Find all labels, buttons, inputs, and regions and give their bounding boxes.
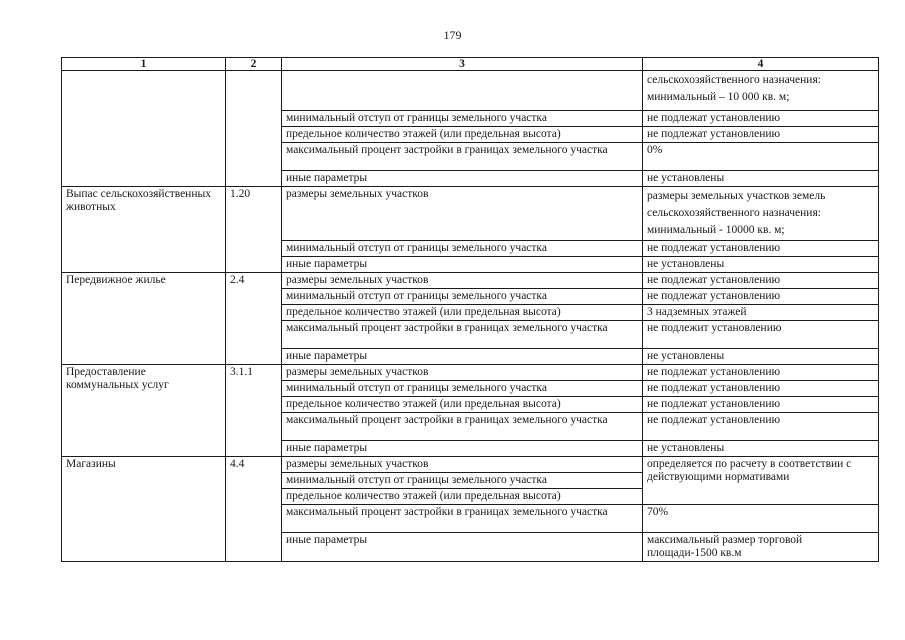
header-col-2: 2 xyxy=(226,58,282,71)
regulations-table xyxy=(61,57,879,562)
parameter-value: не подлежат установлению xyxy=(643,241,879,257)
parameter-name: иные параметры xyxy=(282,441,643,457)
parameter-value: 0% xyxy=(643,143,879,171)
land-use-name: Магазины xyxy=(62,457,226,562)
parameter-name: иные параметры xyxy=(282,349,643,365)
parameter-name: размеры земельных участков xyxy=(282,273,643,289)
table-row xyxy=(62,365,879,381)
header-col-1: 1 xyxy=(62,58,226,71)
land-use-code: 1.20 xyxy=(226,187,282,273)
parameter-name: минимальный отступ от границы земельного участка xyxy=(282,241,643,257)
parameter-value: не подлежит установлению xyxy=(643,321,879,349)
parameter-value: не установлены xyxy=(643,441,879,457)
table-row xyxy=(62,457,879,473)
parameter-name: минимальный отступ от границы земельного участка xyxy=(282,473,643,489)
header-row xyxy=(62,58,879,71)
parameter-value: не подлежат установлению xyxy=(643,273,879,289)
parameter-value: не подлежат установлению xyxy=(643,365,879,381)
table-row xyxy=(62,187,879,241)
parameter-name: размеры земельных участков xyxy=(282,457,643,473)
parameter-name: размеры земельных участков xyxy=(282,187,643,241)
parameter-name: предельное количество этажей (или предельная высота) xyxy=(282,305,643,321)
parameter-value: сельскохозяйственного назначения: минимальный – 10 000 кв. м; xyxy=(643,71,879,111)
parameter-value: максимальный размер торговой площади-1500 кв.м xyxy=(643,533,879,562)
land-use-name: Предоставление коммунальных услуг xyxy=(62,365,226,457)
parameter-value: не установлены xyxy=(643,257,879,273)
header-col-4: 4 xyxy=(643,58,879,71)
header-col-3: 3 xyxy=(282,58,643,71)
table-row xyxy=(62,273,879,289)
land-use-name: Выпас сельскохозяйственных животных xyxy=(62,187,226,273)
parameter-value: не подлежат установлению xyxy=(643,289,879,305)
parameter-name: минимальный отступ от границы земельного участка xyxy=(282,111,643,127)
land-use-code: 2.4 xyxy=(226,273,282,365)
parameter-value: определяется по расчету в соответствии с действующими нормативами xyxy=(643,457,879,505)
parameter-value: не подлежат установлению xyxy=(643,397,879,413)
parameter-name: предельное количество этажей (или предельная высота) xyxy=(282,127,643,143)
parameter-value: не подлежат установлению xyxy=(643,111,879,127)
parameter-name: минимальный отступ от границы земельного участка xyxy=(282,289,643,305)
land-use-code xyxy=(226,71,282,187)
land-use-name: Передвижное жилье xyxy=(62,273,226,365)
parameter-name: максимальный процент застройки в границах земельного участка xyxy=(282,321,643,349)
parameter-value: не установлены xyxy=(643,171,879,187)
land-use-code: 4.4 xyxy=(226,457,282,562)
parameter-name: иные параметры xyxy=(282,257,643,273)
land-use-name xyxy=(62,71,226,187)
parameter-name: иные параметры xyxy=(282,533,643,562)
parameter-value: не подлежат установлению xyxy=(643,127,879,143)
parameter-name: максимальный процент застройки в границах земельного участка xyxy=(282,505,643,533)
parameter-name xyxy=(282,71,643,111)
parameter-name: максимальный процент застройки в границах земельного участка xyxy=(282,143,643,171)
parameter-name: иные параметры xyxy=(282,171,643,187)
land-use-code: 3.1.1 xyxy=(226,365,282,457)
parameter-name: минимальный отступ от границы земельного участка xyxy=(282,381,643,397)
parameter-name: предельное количество этажей (или предельная высота) xyxy=(282,489,643,505)
parameter-value: 3 надземных этажей xyxy=(643,305,879,321)
parameter-name: максимальный процент застройки в границах земельного участка xyxy=(282,413,643,441)
page-number: 179 xyxy=(443,28,462,42)
parameter-value: размеры земельных участков земель сельскохозяйственного назначения: минимальный - 10000 кв. м; xyxy=(643,187,879,241)
parameter-value: 70% xyxy=(643,505,879,533)
parameter-value: не подлежат установлению xyxy=(643,381,879,397)
parameter-name: размеры земельных участков xyxy=(282,365,643,381)
parameter-value: не подлежат установлению xyxy=(643,413,879,441)
table-row xyxy=(62,71,879,111)
parameter-name: предельное количество этажей (или предельная высота) xyxy=(282,397,643,413)
parameter-value: не установлены xyxy=(643,349,879,365)
